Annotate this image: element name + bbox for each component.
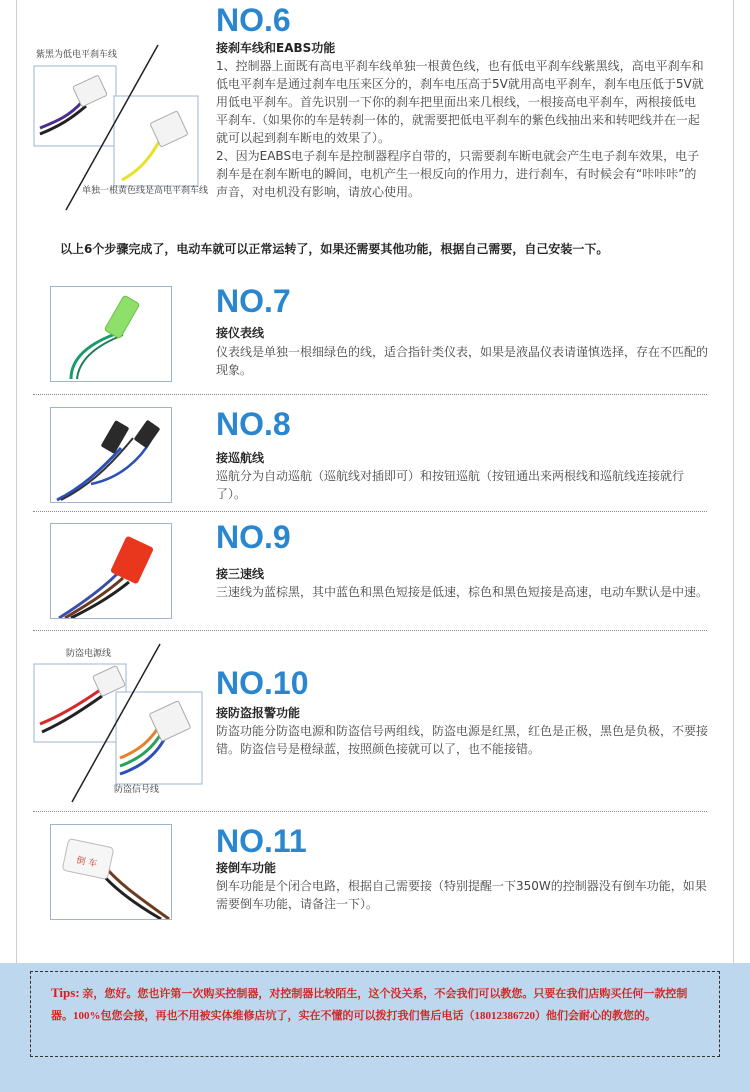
section-9-title: 接三速线	[216, 567, 265, 581]
completion-note: 以上6个步骤完成了，电动车就可以正常运转了，如果还需要其他功能，根据自己需要，自己安装一下。	[60, 242, 609, 256]
section-7-title: 接仪表线	[216, 326, 265, 340]
section-10-number: NO.10	[216, 665, 309, 701]
section-6-paragraph-1: 1、控制器上面既有高电平刹车线单独一根黄色线，也有低电平刹车线紫黑线，高电平刹车和低电平刹车是通过刹车电压来区分的，刹车电压高于5V就用高电平刹车，刹车电压低于5V就用低电平刹车。首先识别一下你的刹车把里面出来几根线，一根接高电平刹车，两根接低电平刹车.（如果你的车是转刹一体的，就需要把低电平刹车的紫色线抽出来和转吧线并在一起就可以起到刹车断电的效果了）。	[216, 59, 704, 145]
section-7-number: NO.7	[216, 283, 291, 319]
plug-label: 倒 车	[75, 855, 98, 870]
section-8-title: 接巡航线	[216, 451, 265, 465]
divider	[33, 511, 707, 512]
tips-box	[30, 971, 720, 1057]
section-10-label-power: 防盗电源线	[66, 649, 112, 659]
tips-text: 亲，您好。您也许第一次购买控制器，对控制器比较陌生，这个没关系，不会我们可以教您。只要在我们店购买任何一款控制器。100%包您会接，再也不用被实体维修店坑了，实在不懂的可以拨打我们售后电话（18012386720）他们会耐心的教您的。	[51, 988, 688, 1022]
section-7-text: 仪表线是单独一根细绿色的线，适合指针类仪表，如果是液晶仪表请谨慎选择，存在不匹配的现象。	[216, 345, 709, 377]
section-11-title: 接倒车功能	[216, 861, 277, 875]
section-6-label-high: 单独一根黄色线是高电平刹车线	[82, 186, 209, 196]
section-11-text: 倒车功能是个闭合电路，根据自己需要接（特别提醒一下350W的控制器没有倒车功能，如果需要倒车功能，请备注一下）。	[216, 879, 707, 911]
divider	[33, 394, 707, 395]
section-6-title: 接刹车线和EABS功能	[216, 41, 336, 55]
section-8-number: NO.8	[216, 406, 291, 442]
section-8-text: 巡航分为自动巡航（巡航线对插即可）和按钮巡航（按钮通出来两根线和巡航线连接就行了）。	[216, 469, 685, 501]
divider	[33, 630, 707, 631]
tips-label: Tips:	[51, 985, 80, 1000]
section-6-text	[216, 57, 706, 201]
divider	[33, 811, 707, 812]
section-11-photo	[50, 824, 172, 920]
section-9-text: 三速线为蓝棕黑，其中蓝色和黑色短接是低速，棕色和黑色短接是高速，电动车默认是中速。	[216, 585, 709, 599]
section-6-number: NO.6	[216, 2, 291, 38]
section-10-label-signal: 防盗信号线	[114, 785, 160, 795]
section-10-photo	[30, 640, 206, 805]
section-9-photo	[50, 523, 172, 619]
section-9-number: NO.9	[216, 519, 291, 555]
section-7-photo	[50, 286, 172, 382]
section-10-text: 防盗功能分防盗电源和防盗信号两组线，防盗电源是红黑，红色是正极，黑色是负极，不要接错。防盗信号是橙绿蓝，按照颜色接就可以了，也不能接错。	[216, 724, 709, 756]
section-6-label-low: 紫黑为低电平刹车线	[36, 50, 118, 60]
section-8-photo	[50, 407, 172, 503]
section-6-paragraph-2: 2、因为EABS电子刹车是控制器程序自带的，只需要刹车断电就会产生电子刹车效果，电子刹车是在刹车断电的瞬间，电机产生一根反向的作用力，进行刹车，有时候会有“咔咔咔”的声音，对电机没有影响，请放心使用。	[216, 149, 700, 199]
section-11-number: NO.11	[216, 823, 307, 859]
section-10-title: 接防盗报警功能	[216, 706, 301, 720]
